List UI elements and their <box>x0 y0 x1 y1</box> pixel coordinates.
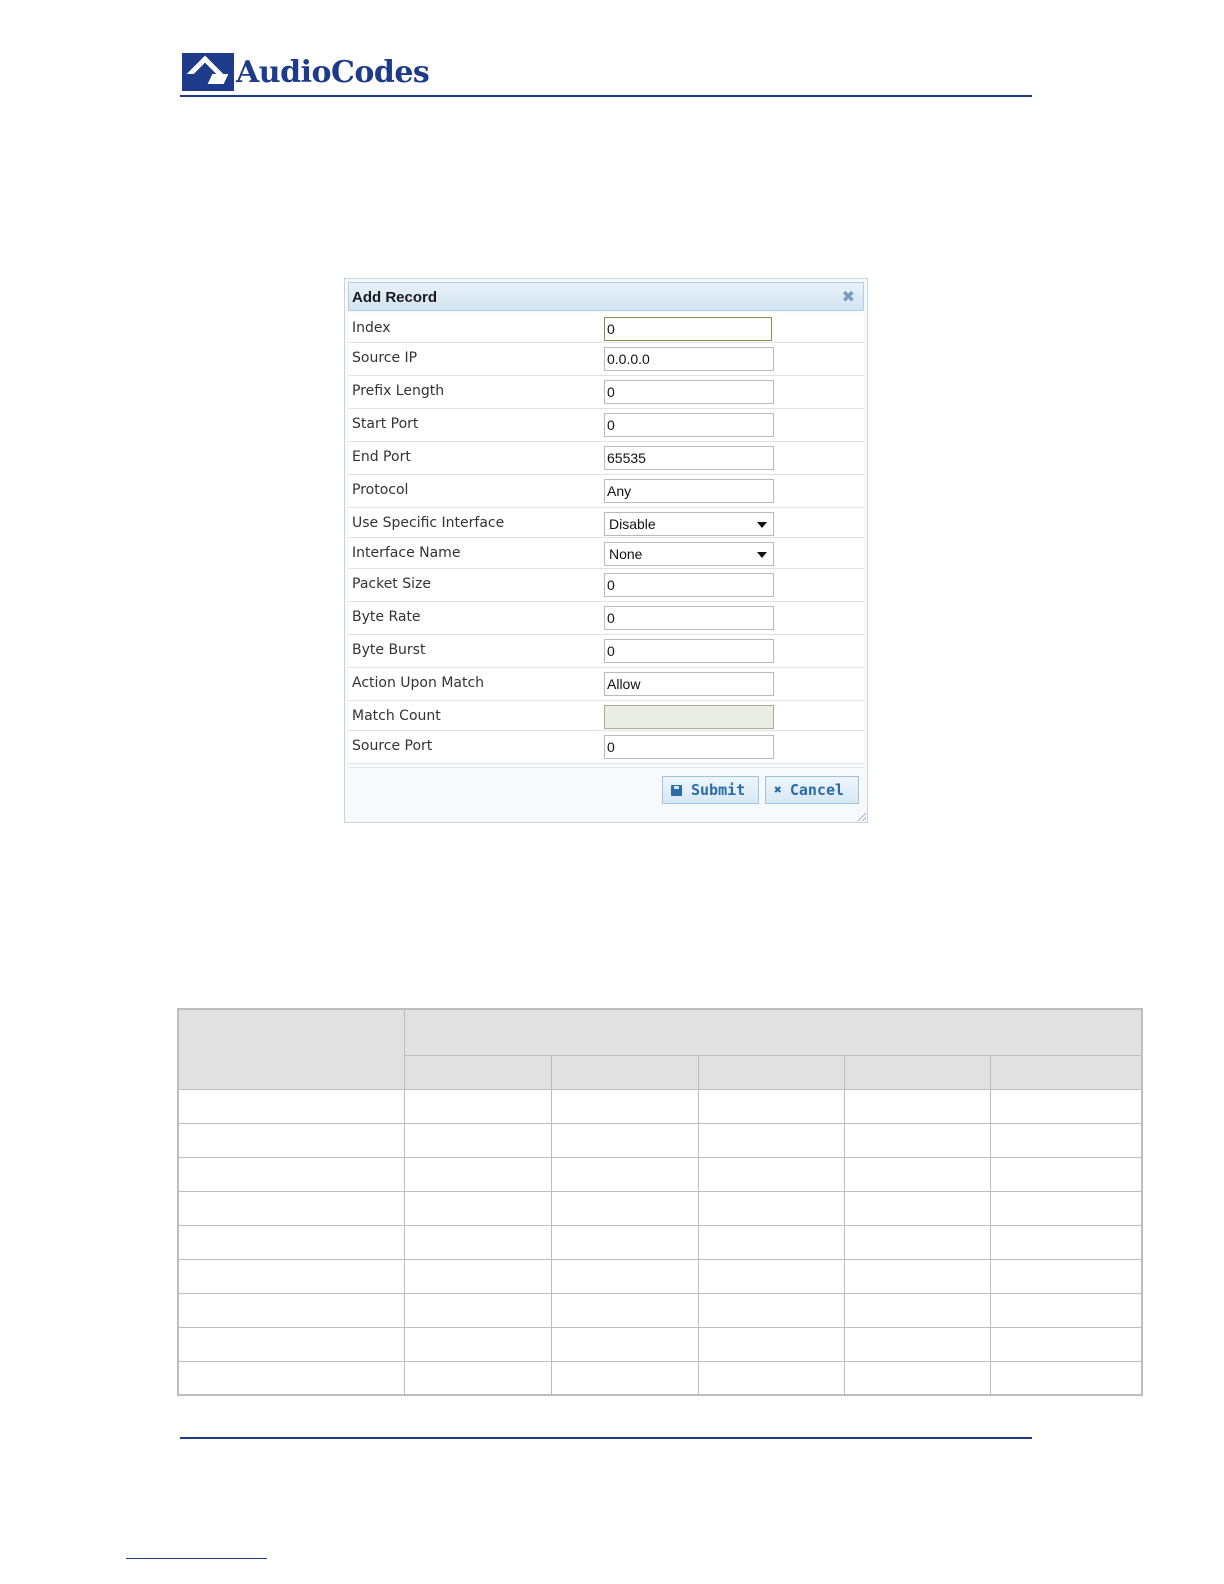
table-subheader-cell <box>991 1055 1142 1089</box>
table-subheader-cell <box>404 1055 551 1089</box>
table-cell <box>178 1327 404 1361</box>
field-value: 0.0.0.0 <box>607 351 650 367</box>
form-row <box>348 668 864 701</box>
text-field[interactable] <box>604 347 774 371</box>
table-cell <box>404 1225 551 1259</box>
table-cell <box>844 1361 990 1395</box>
table-row <box>178 1259 1142 1293</box>
table-cell <box>404 1157 551 1191</box>
form-row <box>348 442 864 475</box>
field-value: 65535 <box>607 450 646 466</box>
table-cell <box>552 1259 698 1293</box>
text-field[interactable] <box>604 672 774 696</box>
table-cell <box>698 1157 844 1191</box>
text-field[interactable] <box>604 413 774 437</box>
field-label: End Port <box>352 449 411 465</box>
cancel-button[interactable] <box>765 776 859 804</box>
audiocodes-logo <box>182 52 429 92</box>
field-label: Start Port <box>352 416 419 432</box>
table-cell <box>178 1225 404 1259</box>
field-label: Protocol <box>352 482 409 498</box>
table-row <box>178 1123 1142 1157</box>
table-cell <box>698 1191 844 1225</box>
table-cell <box>404 1123 551 1157</box>
field-label: Source IP <box>352 350 418 366</box>
table-cell <box>991 1361 1142 1395</box>
resize-grip-icon[interactable] <box>857 812 866 821</box>
field-value: None <box>609 546 643 562</box>
dialog-button-bar <box>348 767 864 812</box>
table-cell <box>698 1259 844 1293</box>
table-cell <box>178 1089 404 1123</box>
table-cell <box>552 1361 698 1395</box>
form-row <box>348 376 864 409</box>
logo-text: AudioCodes <box>236 54 430 90</box>
table-cell <box>552 1089 698 1123</box>
table-cell <box>178 1361 404 1395</box>
text-field[interactable] <box>604 573 774 597</box>
table-cell <box>991 1327 1142 1361</box>
text-field[interactable] <box>604 639 774 663</box>
table-cell <box>552 1157 698 1191</box>
field-label: Byte Rate <box>352 609 421 625</box>
audiocodes-logo-icon <box>182 53 234 91</box>
form-row <box>348 538 864 569</box>
save-icon <box>671 785 682 796</box>
table-header-cell <box>178 1009 404 1089</box>
table-cell <box>844 1089 990 1123</box>
submit-button[interactable] <box>662 776 759 804</box>
chevron-down-icon[interactable] <box>757 522 767 528</box>
table-cell <box>404 1259 551 1293</box>
footnote-divider <box>126 1558 267 1559</box>
table-row <box>178 1293 1142 1327</box>
field-label: Index <box>352 320 391 336</box>
table-cell <box>404 1089 551 1123</box>
dialog-title: Add Record <box>352 289 438 306</box>
table-cell <box>552 1327 698 1361</box>
field-value: 0 <box>607 610 615 626</box>
field-value: 0 <box>607 321 615 337</box>
table-cell <box>552 1293 698 1327</box>
text-field[interactable] <box>604 606 774 630</box>
table-subheader-cell <box>844 1055 990 1089</box>
field-label: Use Specific Interface <box>352 515 505 531</box>
field-value: 0 <box>607 417 615 433</box>
add-record-dialog <box>344 278 868 823</box>
text-field[interactable] <box>604 735 774 759</box>
field-label: Action Upon Match <box>352 675 485 691</box>
table-cell <box>178 1157 404 1191</box>
table-cell <box>844 1259 990 1293</box>
table-cell <box>404 1361 551 1395</box>
form-row <box>348 409 864 442</box>
table-cell <box>698 1293 844 1327</box>
select-field[interactable] <box>604 512 774 536</box>
field-label: Source Port <box>352 738 433 754</box>
text-field[interactable] <box>604 446 774 470</box>
text-field[interactable] <box>604 317 772 341</box>
field-label: Interface Name <box>352 545 461 561</box>
text-field[interactable] <box>604 705 774 729</box>
table-cell <box>991 1089 1142 1123</box>
table-cell <box>552 1123 698 1157</box>
table-cell <box>552 1191 698 1225</box>
table-row <box>178 1191 1142 1225</box>
table-cell <box>178 1293 404 1327</box>
table-cell <box>178 1259 404 1293</box>
table-cell <box>178 1123 404 1157</box>
field-value: Allow <box>607 676 641 692</box>
form-row <box>348 343 864 376</box>
field-label: Match Count <box>352 708 441 724</box>
field-value: 0 <box>607 643 615 659</box>
field-label: Prefix Length <box>352 383 445 399</box>
table-row <box>178 1089 1142 1123</box>
form-row <box>348 475 864 508</box>
field-value: 0 <box>607 577 615 593</box>
form-row <box>348 508 864 538</box>
form-row <box>348 569 864 602</box>
text-field[interactable] <box>604 380 774 404</box>
data-table <box>177 1008 1143 1396</box>
table-cell <box>991 1157 1142 1191</box>
table-cell <box>991 1293 1142 1327</box>
table-cell <box>844 1293 990 1327</box>
form-row <box>348 731 864 764</box>
table-cell <box>991 1259 1142 1293</box>
table-cell <box>844 1327 990 1361</box>
table-cell <box>698 1123 844 1157</box>
table-cell <box>404 1327 551 1361</box>
table-header-group-cell <box>404 1009 1142 1055</box>
form-row <box>348 313 864 343</box>
submit-label: Submit <box>691 781 746 799</box>
field-label: Packet Size <box>352 576 431 592</box>
table-cell <box>552 1225 698 1259</box>
table-cell <box>844 1191 990 1225</box>
table-subheader-cell <box>698 1055 844 1089</box>
table-cell <box>844 1225 990 1259</box>
text-field[interactable] <box>604 479 774 503</box>
table-cell <box>991 1123 1142 1157</box>
table-cell <box>698 1225 844 1259</box>
record-form <box>348 313 864 764</box>
form-row <box>348 701 864 731</box>
field-value: 0 <box>607 739 615 755</box>
form-row <box>348 602 864 635</box>
form-row <box>348 635 864 668</box>
field-value: 0 <box>607 384 615 400</box>
table-cell <box>404 1293 551 1327</box>
table-cell <box>404 1191 551 1225</box>
table-cell <box>698 1327 844 1361</box>
dialog-title-bar[interactable] <box>348 282 864 311</box>
chevron-down-icon[interactable] <box>757 552 767 558</box>
table-cell <box>698 1361 844 1395</box>
cancel-x-icon: ✖ <box>774 782 782 798</box>
table-row <box>178 1327 1142 1361</box>
table-cell <box>844 1123 990 1157</box>
table-row <box>178 1225 1142 1259</box>
table-row <box>178 1157 1142 1191</box>
table-cell <box>991 1191 1142 1225</box>
table-cell <box>991 1225 1142 1259</box>
table-cell <box>178 1191 404 1225</box>
table-subheader-cell <box>552 1055 698 1089</box>
select-field[interactable] <box>604 542 774 566</box>
close-icon[interactable]: ✖ <box>841 287 855 306</box>
cancel-label: Cancel <box>789 781 845 799</box>
field-value: Disable <box>609 516 656 532</box>
header-divider <box>180 95 1032 97</box>
table-cell <box>844 1157 990 1191</box>
table-row <box>178 1361 1142 1395</box>
table-cell <box>698 1089 844 1123</box>
footer-divider <box>180 1437 1032 1439</box>
field-value: Any <box>607 483 632 499</box>
field-label: Byte Burst <box>352 642 426 658</box>
